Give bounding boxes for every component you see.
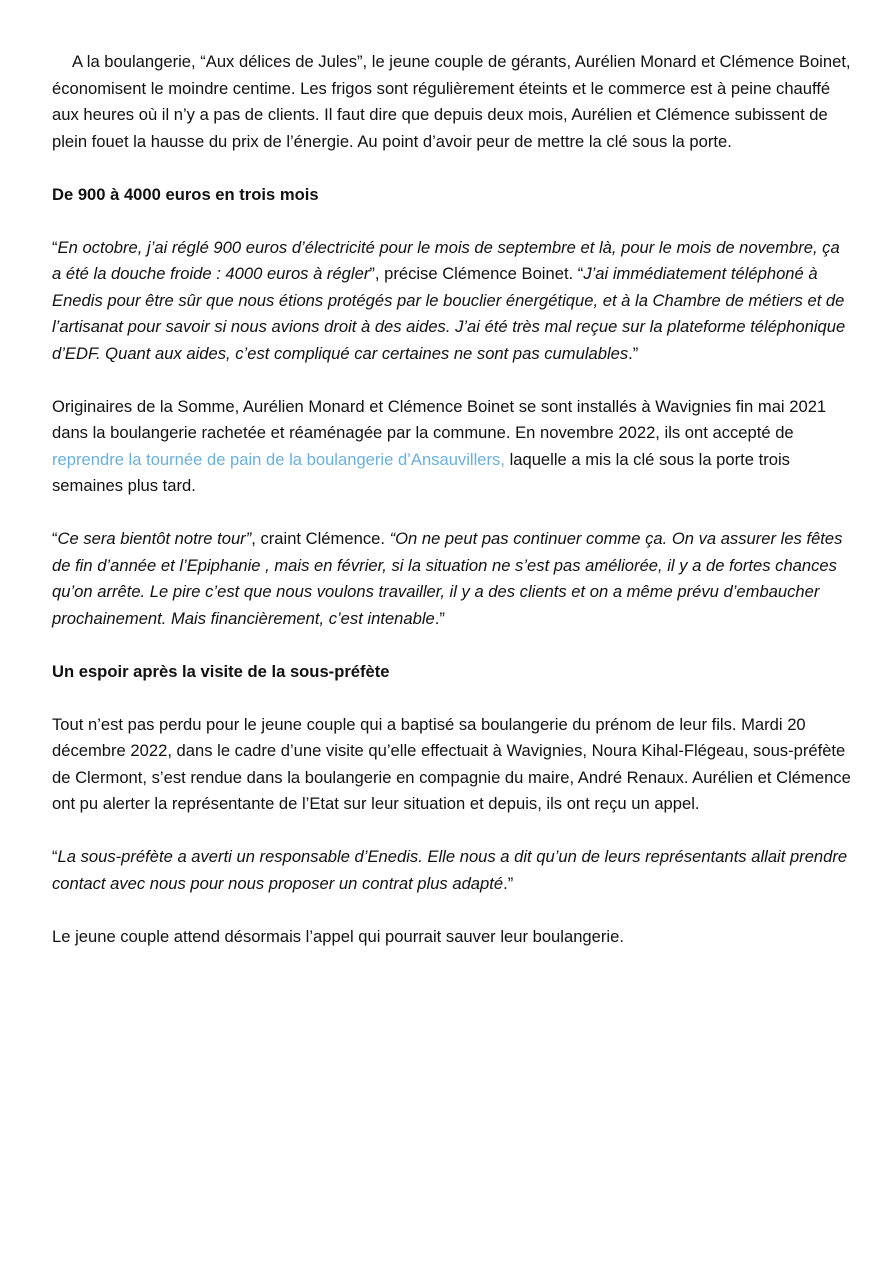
subheading-hope: Un espoir après la visite de la sous-préfète	[52, 661, 390, 681]
attribution-text: , craint Clémence.	[251, 529, 390, 548]
quote-mark: .”	[628, 343, 639, 363]
quote-text: “On ne peut pas continuer comme ça. On va assurer les fêtes de fin d’année et l’Epiphanie , mais en février, si la situation ne s’est pas améliorée, il y a de fortes chances qu’on arrête. Le pire c’est que nous voulons travailler, il y a des clients et on a même prévu d’embaucher prochainement. Mais financièrement, c’est intenable	[52, 529, 843, 628]
paragraph-background	[52, 394, 852, 500]
article-body	[52, 49, 852, 977]
subheading-prices: De 900 à 4000 euros en trois mois	[52, 184, 319, 204]
body-text: laquelle a mis la clé sous la porte trois semaines plus tard.	[52, 449, 790, 495]
paragraph-quote-bill	[52, 235, 852, 368]
body-text: Originaires de la Somme, Aurélien Monard et Clémence Boinet se sont installés à Wavignies fin mai 2021 dans la boulangerie rachetée et réaménagée par la commune. En novembre 2022, ils ont accepté de	[52, 396, 827, 442]
paragraph-visit: Tout n’est pas perdu pour le jeune couple qui a baptisé sa boulangerie du prénom de leur fils. Mardi 20 décembre 2022, dans le cadre d’une visite qu’elle effectuait à Wavignies, Noura Kihal-Flégeau, sous-préfète de Clermont, s’est rendue dans la boulangerie en compagnie du maire, André Renaux. Aurélien et Clémence ont pu alerter la représentante de l’Etat sur leur situation et depuis, ils ont reçu un appel.	[52, 714, 851, 813]
ansauvillers-article-link[interactable]: reprendre la tournée de pain de la boulangerie d’Ansauvillers,	[52, 449, 505, 469]
quote-text: J’ai immédiatement téléphoné à Enedis pour être sûr que nous étions protégés par le bouclier énergétique, et à la Chambre de métiers et de l’artisanat pour savoir si nous avions droit à des aides. J’ai été très mal reçue sur la plateforme téléphonique d’EDF. Quant aux aides, c’est compliqué car certaines ne sont pas cumulables	[52, 264, 846, 363]
quote-mark: “	[52, 847, 58, 866]
quote-mark: .”	[503, 873, 514, 893]
quote-text: Ce sera bientôt notre tour”	[57, 529, 252, 548]
quote-mark: “	[52, 237, 58, 257]
paragraph-quote-prefect	[52, 844, 852, 897]
paragraph-closing: Le jeune couple attend désormais l’appel qui pourrait sauver leur boulangerie.	[52, 926, 624, 946]
quote-mark: “	[52, 529, 58, 548]
quote-text: La sous-préfète a averti un responsable d’Enedis. Elle nous a dit qu’un de leurs représentants allait prendre contact avec nous pour nous proposer un contrat plus adapté	[52, 847, 848, 893]
paragraph-quote-worry	[52, 526, 852, 632]
attribution-text: ”, précise Clémence Boinet. “	[369, 264, 584, 283]
paragraph-intro: A la boulangerie, “Aux délices de Jules”, le jeune couple de gérants, Aurélien Monard et Clémence Boinet, économisent le moindre centime. Les frigos sont régulièrement éteints et le commerce est à peine chauffé aux heures où il n’y a pas de clients. Il faut dire que depuis deux mois, Aurélien et Clémence subissent de plein fouet la hausse du prix de l’énergie. Au point d’avoir peur de mettre la clé sous la porte.	[52, 52, 851, 151]
quote-mark: .”	[434, 608, 445, 628]
quote-text: En octobre, j’ai réglé 900 euros d’électricité pour le mois de septembre et là, pour le mois de novembre, ça a été la douche froide : 4000 euros à régler	[52, 237, 840, 283]
